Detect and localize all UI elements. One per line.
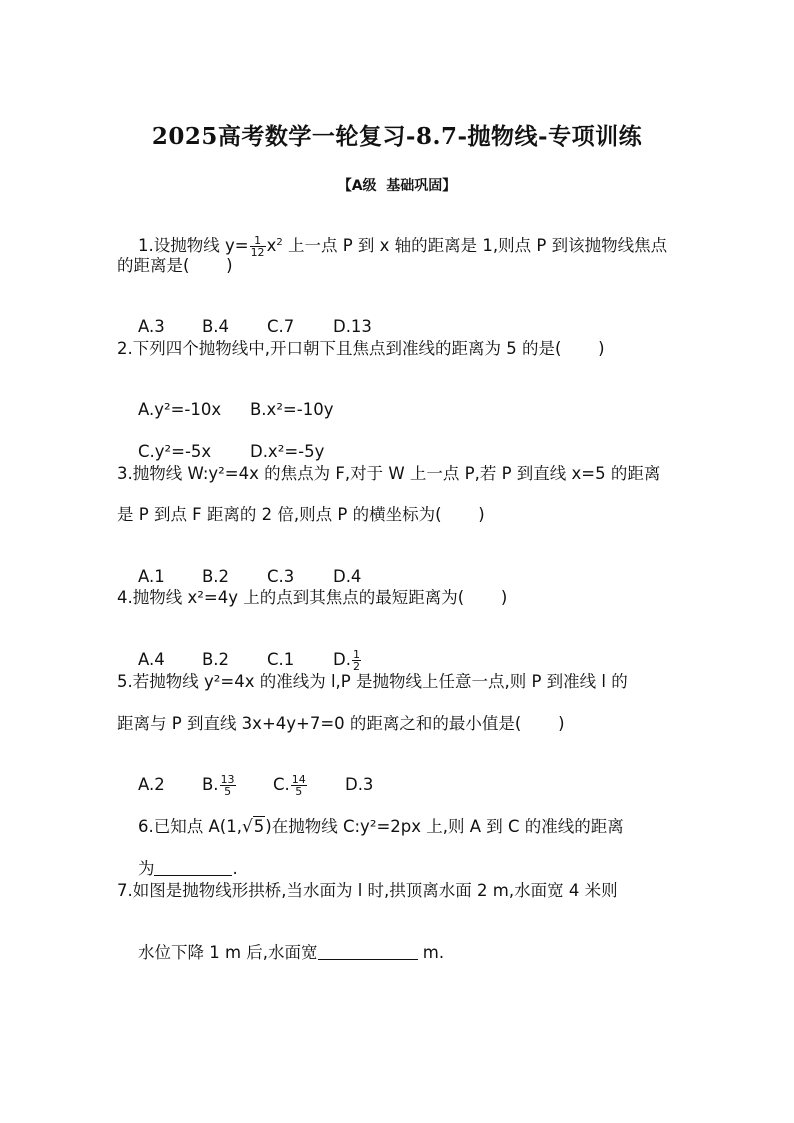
- q5-option-b-denominator: 5: [224, 785, 232, 798]
- question-2-line-1: 2.下列四个抛物线中,开口朝下且焦点到准线的距离为 5 的是( ): [117, 339, 605, 358]
- q6-text-b: )在抛物线 C:y²=2px 上,则 A 到 C 的准线的距离: [265, 817, 624, 836]
- q6-answer-blank[interactable]: [154, 859, 232, 876]
- q6-radical-sign: √: [241, 817, 253, 837]
- q1-option-b: B.4: [201, 317, 230, 336]
- q4-option-d-denominator: 2: [352, 660, 360, 673]
- q4-option-d-prefix: D.: [332, 650, 351, 669]
- question-7-line-1: 7.如图是抛物线形拱桥,当水面为 l 时,拱顶离水面 2 m,水面宽 4 米则: [117, 881, 618, 900]
- q4-option-c: C.1: [266, 650, 295, 669]
- q3-option-b: B.2: [201, 567, 230, 586]
- q4-option-b: B.2: [201, 650, 230, 669]
- question-1-line-2: 的距离是( ): [117, 256, 233, 275]
- q6-line-2-end: .: [232, 859, 238, 878]
- q7-line-2-end: m.: [417, 943, 445, 962]
- q6-square-root: [242, 817, 265, 837]
- q4-option-d: [333, 649, 362, 672]
- q3-option-c: C.3: [266, 567, 295, 586]
- q4-option-d-numerator: 1: [352, 648, 360, 661]
- q1-text-c: 上一点 P 到 x 轴的距离是 1,则点 P 到该抛物线焦点: [282, 236, 668, 255]
- q5-option-c-numerator: 14: [291, 773, 306, 786]
- q5-option-a: A.2: [137, 775, 165, 794]
- q3-option-a: A.1: [137, 567, 165, 586]
- page-title: 2025高考数学一轮复习-8.7-抛物线-专项训练: [151, 123, 643, 150]
- q1-text-b: x: [266, 236, 277, 255]
- q6-radicand: 5: [253, 817, 265, 836]
- question-7-line-2: [117, 923, 444, 983]
- q2-option-c: C.y²=-5x: [137, 442, 212, 461]
- q7-line-2-text: 水位下降 1 m 后,水面宽: [137, 943, 318, 962]
- q1-option-d: D.13: [332, 317, 372, 336]
- q5-option-c-prefix: C.: [272, 775, 290, 794]
- q6-line-2-text: 为: [137, 859, 155, 878]
- q1-fraction-numerator: 1: [250, 235, 266, 247]
- q5-option-c-denominator: 5: [295, 785, 303, 798]
- q4-option-d-fraction: [352, 649, 361, 672]
- question-4-line-1: 4.抛物线 x²=4y 上的点到其焦点的最短距离为( ): [117, 588, 508, 607]
- q1-superscript: 2: [276, 237, 283, 248]
- q3-option-d: D.4: [332, 567, 362, 586]
- q6-text-a: 6.已知点 A(1,: [137, 817, 242, 836]
- q2-option-b: B.x²=-10y: [249, 400, 334, 419]
- q5-option-b-fraction: [220, 774, 236, 797]
- q4-option-a: A.4: [137, 650, 165, 669]
- q1-option-c: C.7: [266, 317, 295, 336]
- question-3-line-2: 是 P 到点 F 距离的 2 倍,则点 P 的横坐标为( ): [117, 505, 485, 524]
- question-5-line-2: 距离与 P 到直线 3x+4y+7=0 的距离之和的最小值是( ): [117, 714, 565, 733]
- q2-option-d: D.x²=-5y: [249, 442, 325, 461]
- q1-fraction-denominator: 12: [250, 246, 265, 259]
- q1-fraction: [250, 235, 266, 258]
- q5-option-d: D.3: [344, 775, 374, 794]
- q5-option-b-numerator: 13: [220, 773, 235, 786]
- q5-option-b: [202, 774, 273, 797]
- q5-option-c-fraction: [291, 774, 307, 797]
- q7-answer-blank[interactable]: [318, 943, 418, 960]
- q2-option-a: A.y²=-10x: [137, 400, 222, 419]
- question-5-line-1: 5.若抛物线 y²=4x 的准线为 l,P 是抛物线上任意一点,则 P 到准线 l 的: [117, 672, 628, 691]
- question-3-line-1: 3.抛物线 W:y²=4x 的焦点为 F,对于 W 上一点 P,若 P 到直线 x=5 的距离: [117, 464, 661, 483]
- q1-option-a: A.3: [137, 317, 165, 336]
- section-level-label: 【A级 基础巩固】: [337, 178, 457, 194]
- q5-option-c: [273, 774, 345, 797]
- q1-text-a: 1.设抛物线 y=: [137, 236, 249, 255]
- q5-option-b-prefix: B.: [201, 775, 219, 794]
